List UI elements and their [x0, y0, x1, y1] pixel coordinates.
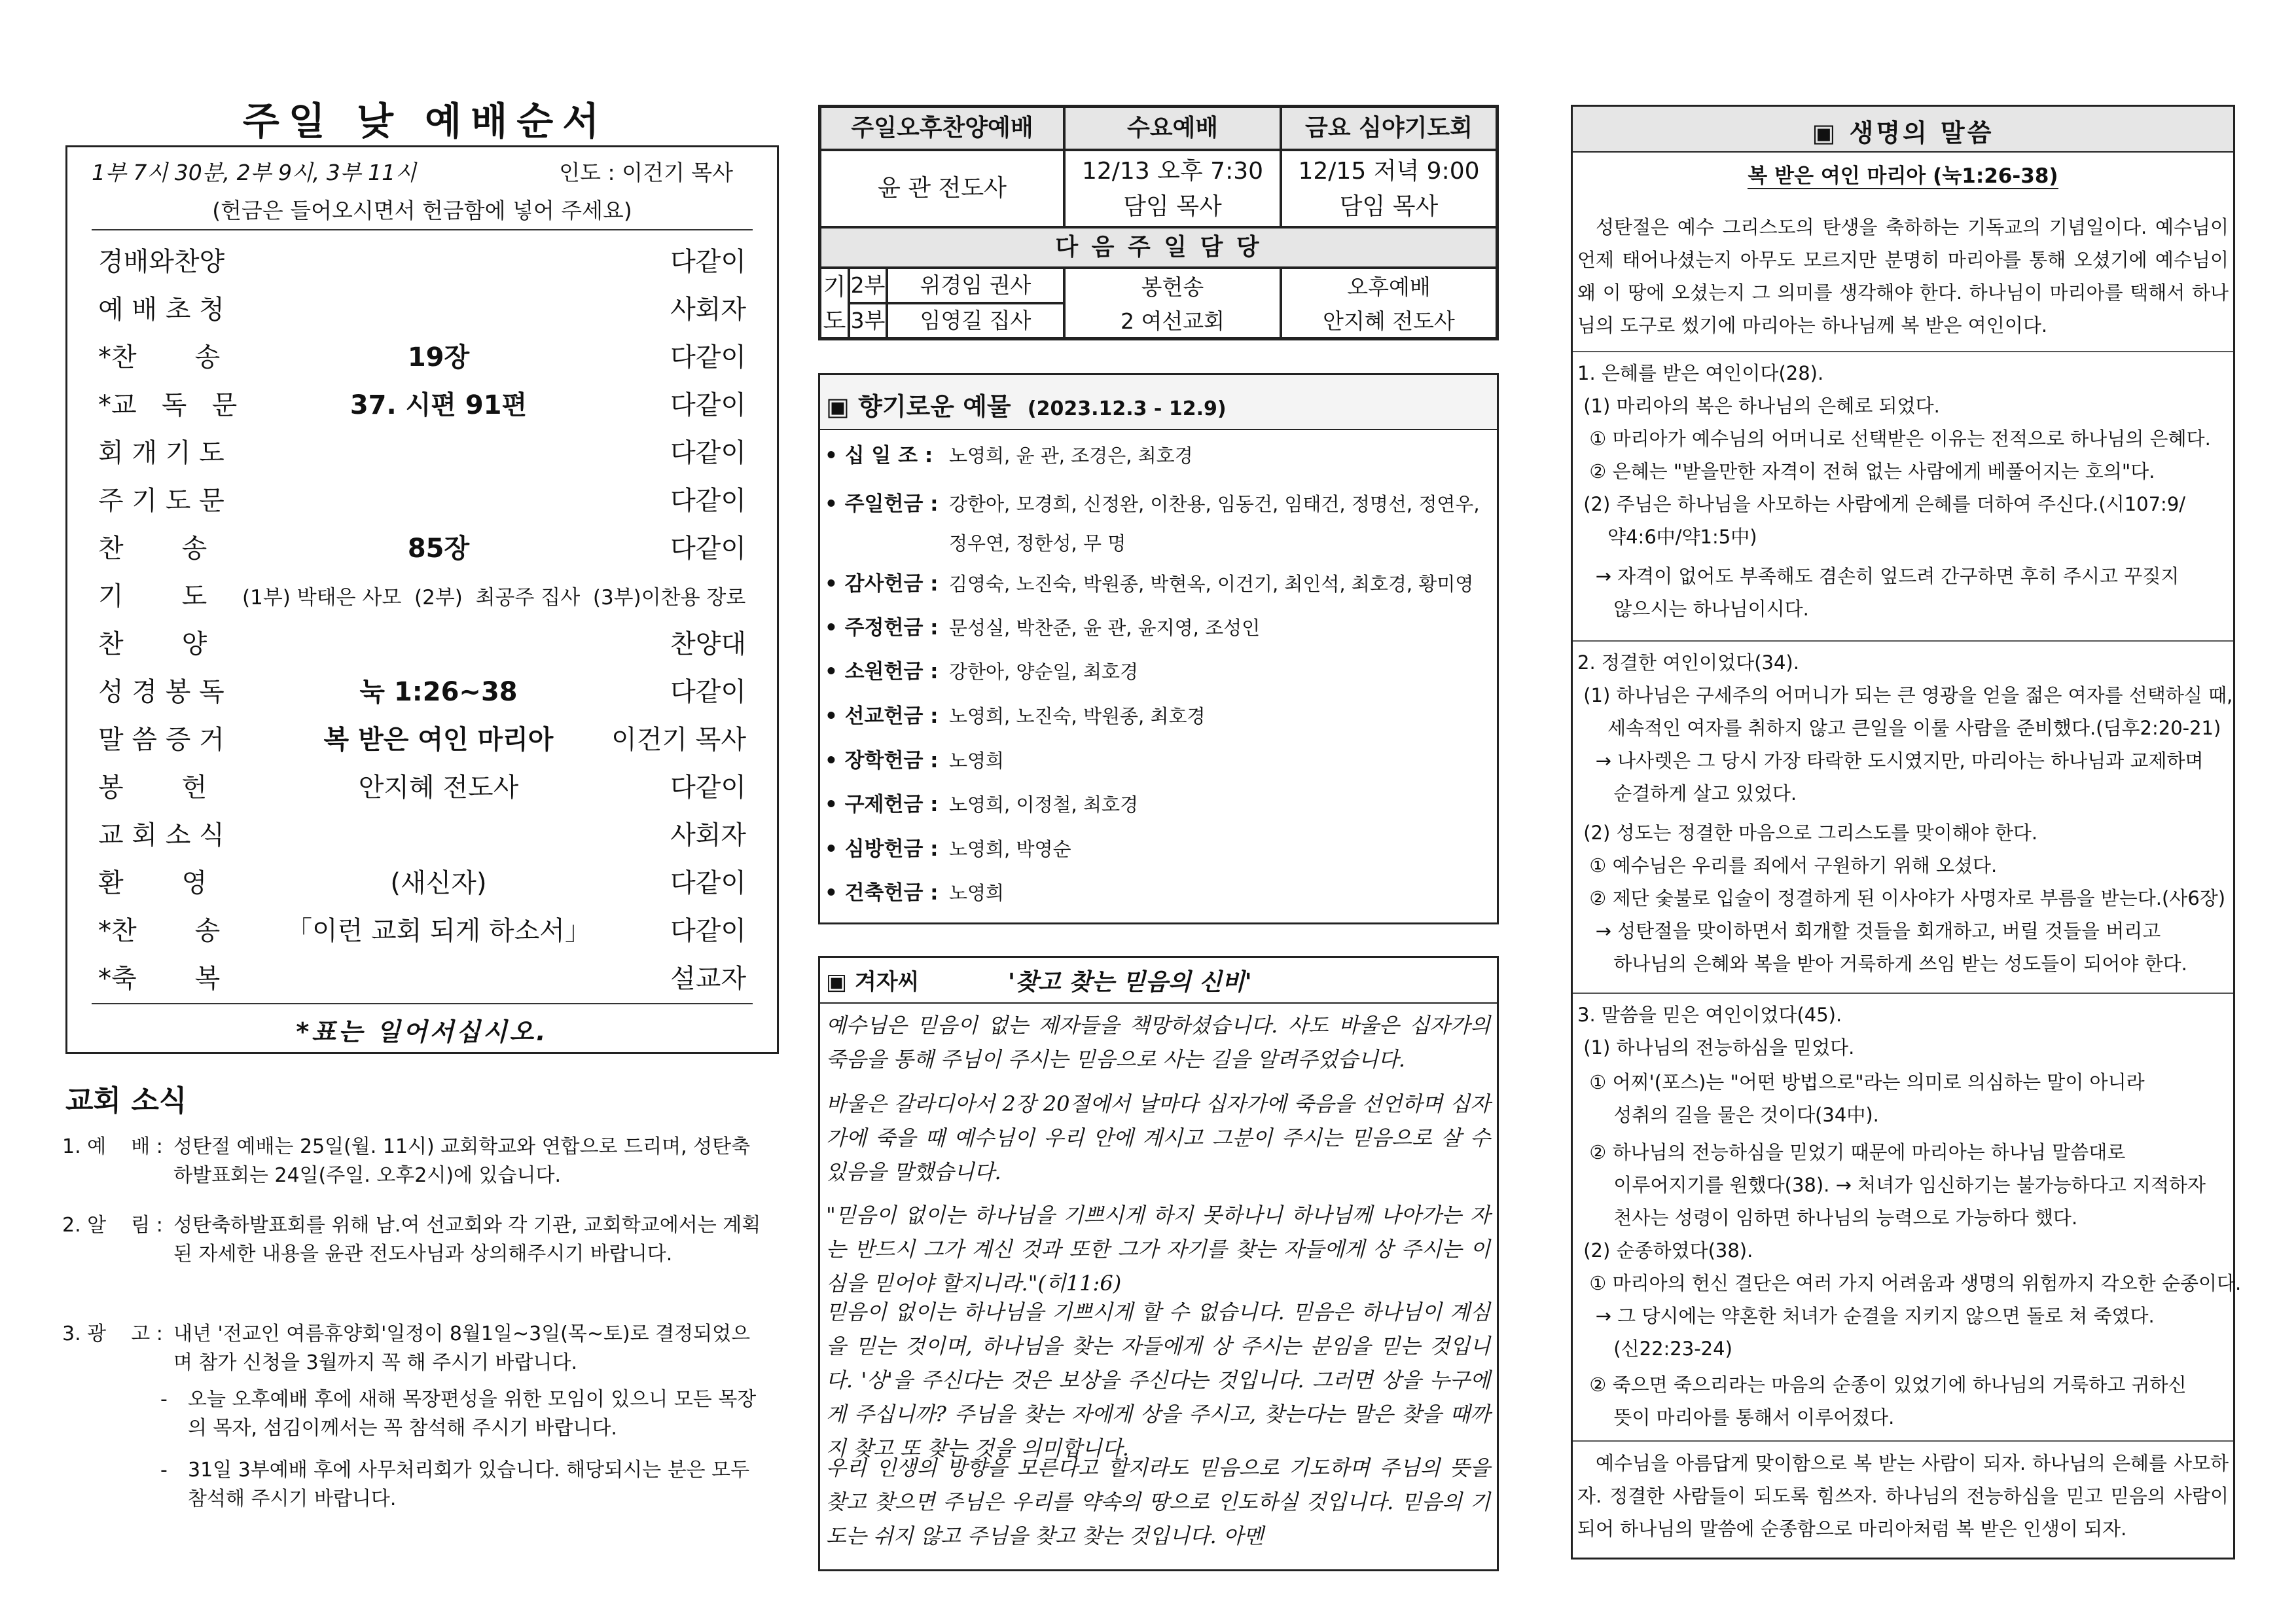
- news-item: [62, 1320, 769, 1377]
- offering-group: 2 여선교회: [1121, 308, 1225, 334]
- offering-names: 노영희, 박영순: [949, 838, 1071, 860]
- order-leader: 다같이: [670, 916, 746, 946]
- order-leader: 다같이: [670, 773, 746, 803]
- news-text: 내년 '전교인 여름휴양회'일정이 8월1일~3일(목~토)로 결정되었으며 참가 신청을 3월까지 꼭 해 주시기 바랍니다.: [173, 1322, 751, 1374]
- outline-point: (1) 하나님의 전능하심을 믿었다.: [1577, 1036, 1855, 1059]
- outline-point: → 자격이 없어도 부족해도 겸손히 엎드려 간구하면 후히 주시고 꾸짖지: [1577, 565, 2179, 587]
- next-sunday-header: 다 음 주 일 담 당: [820, 227, 1497, 268]
- order-content: 37. 시편 91편: [350, 390, 528, 420]
- outline-point: (2) 성도는 정결한 마음으로 그리스도를 맞이해야 한다.: [1577, 822, 2038, 844]
- outline-point: (2) 주님은 하나님을 사모하는 사람에게 은혜를 더하여 주신다.(시107:9/: [1577, 493, 2186, 515]
- dash: -: [160, 1459, 168, 1482]
- sermon-subtitle-text: 복 받은 여인 마리아 (눅1:26-38): [1748, 164, 2058, 188]
- order-item: 경배와찬양: [98, 247, 225, 277]
- header-sunday-service: 주일오후찬양예배: [820, 107, 1064, 150]
- divider: [1573, 1440, 2233, 1442]
- afternoon-label: 오후예배: [1347, 274, 1431, 300]
- outline-point: ① 예수님은 우리를 죄에서 구원하기 위해 오셨다.: [1577, 854, 1998, 877]
- divider: [92, 229, 753, 230]
- order-row: [92, 767, 753, 810]
- divider: [92, 1003, 753, 1004]
- offering-type: • 장학헌금 :: [825, 749, 939, 773]
- news-subitem: [160, 1456, 769, 1514]
- divider: [1573, 993, 2233, 994]
- news-label: 3. 광 고 :: [62, 1322, 163, 1345]
- outline-point: 3. 말씀을 믿은 여인이었다(45).: [1577, 1004, 1842, 1026]
- order-content: 눅 1:26~38: [359, 677, 518, 707]
- sermon-title: 복 받은 여인 마리아: [323, 725, 554, 755]
- order-leader: 다같이: [670, 868, 746, 898]
- news-text: 성탄절 예배는 25일(월. 11시) 교회학교와 연합으로 드리며, 성탄축하발표회는 24일(주일. 오후2시)에 있습니다.: [173, 1135, 751, 1187]
- order-row: [92, 528, 753, 571]
- offering-row: [825, 568, 1492, 600]
- offering-type: • 건축헌금 :: [825, 881, 939, 905]
- news-subtext: 오늘 오후예배 후에 새해 목장편성을 위한 모임이 있으니 모든 목장의 목자, 섬김이께서는 꼭 참석해 주시기 바랍니다.: [188, 1388, 757, 1440]
- outline-point: 약4:6中/약1:5中): [1577, 526, 1757, 548]
- order-row: [92, 862, 753, 905]
- order-leader: 사회자: [670, 295, 746, 325]
- news-item: [62, 1211, 769, 1269]
- outline-point: (1) 하나님은 구세주의 어머니가 되는 큰 영광을 얻을 젊은 여자를 선택하실 때,: [1577, 684, 2233, 706]
- seed-paragraph: 바울은 갈라디아서 2장 20절에서 날마다 십자가에 죽음을 선언하며 십자가에 죽을 때 예수님이 우리 안에 계시고 그분이 주시는 믿음으로 살 수 있음을 말했습니다.: [826, 1091, 1490, 1184]
- wednesday-time: 12/13 오후 7:30: [1081, 158, 1264, 185]
- order-row: [92, 671, 753, 714]
- order-row: [92, 623, 753, 666]
- order-leader: 다같이: [670, 486, 746, 516]
- order-item: 기 도: [98, 581, 207, 611]
- offering-names: 강한아, 양순일, 최호경: [949, 661, 1138, 683]
- offering-names: 노영희, 노진숙, 박원종, 최호경: [949, 705, 1206, 727]
- outline-point: ② 죽으면 죽으리라는 마음의 순종이 있었기에 하나님의 거룩하고 귀하신: [1577, 1374, 2187, 1396]
- offering-row: [825, 440, 1492, 471]
- order-row: [92, 241, 753, 284]
- offering-names: 노영희: [949, 750, 1005, 772]
- offering-names: 김영숙, 노진숙, 박원종, 박현옥, 이건기, 최인석, 최호경, 황미영: [949, 573, 1474, 595]
- outline-point: ① 어찌'(포스)는 "어떤 방법으로"라는 의미로 의심하는 말이 아니라: [1577, 1071, 2145, 1093]
- outline-point: → 성탄절을 맞이하면서 회개할 것들을 회개하고, 버릴 것들을 버리고: [1577, 920, 2161, 942]
- order-content: 안지혜 전도사: [358, 773, 519, 803]
- wednesday-leader: 담임 목사: [1123, 193, 1222, 220]
- square-icon: ▣: [826, 392, 850, 421]
- order-item: 찬 양: [98, 629, 207, 659]
- seed-paragraph: "믿음이 없이는 하나님을 기쁘시게 하지 못하나니 하나님께 나아가는 자는 반드시 그가 계신 것과 또한 그가 자기를 찾는 자들에게 상 주시는 이심을 믿어야 할지니라."(히11:6): [826, 1203, 1490, 1296]
- offering-type: • 감사헌금 :: [825, 572, 939, 596]
- offering-type: • 주정헌금 :: [825, 616, 939, 640]
- news-text: 성탄축하발표회를 위해 남.여 선교회와 각 기관, 교회학교에서는 계획된 자세한 내용을 윤관 전도사님과 상의해주시기 바랍니다.: [173, 1214, 761, 1266]
- order-leader: 사회자: [670, 820, 746, 850]
- offerings-title-text: 향기로운 예물: [858, 392, 1011, 421]
- order-row: [92, 575, 753, 619]
- order-leader: 이건기 목사: [611, 725, 746, 755]
- offering-names: 노영희, 윤 관, 조경은, 최호경: [949, 445, 1193, 467]
- offering-type: • 소원헌금 :: [825, 660, 939, 684]
- mustard-seed-label: ▣ 겨자씨: [826, 969, 920, 995]
- offering-row: [825, 745, 1492, 776]
- order-item: 성 경 봉 독: [98, 677, 224, 707]
- word-of-life-title-text: 생명의 말씀: [1849, 119, 1994, 147]
- afternoon-service: [1281, 268, 1497, 338]
- dash: -: [160, 1388, 168, 1411]
- order-leader: 설교자: [670, 964, 746, 994]
- outline-point: 하나님의 은혜와 복을 받아 거룩하게 쓰임 받는 성도들이 되어야 한다.: [1577, 953, 2187, 975]
- outline-point: 않으시는 하나님이시다.: [1577, 598, 1809, 620]
- news-subitem: [160, 1385, 769, 1443]
- side-char: 기: [823, 274, 846, 301]
- order-item: 주 기 도 문: [98, 486, 224, 516]
- services-table: [818, 105, 1499, 340]
- outline-point: 2. 정결한 여인이었다(34).: [1577, 651, 1799, 674]
- offering-type: • 구제헌금 :: [825, 793, 939, 816]
- news-title: 교회 소식: [65, 1084, 187, 1118]
- offering-names: 노영희: [949, 882, 1005, 904]
- presider: 인도 : 이건기 목사: [559, 160, 733, 185]
- order-item: 찬 송: [98, 534, 207, 564]
- seed-paragraph: 믿음이 없이는 하나님을 기쁘시게 할 수 없습니다. 믿음은 하나님이 계심을 믿는 것이며, 하나님을 찾는 자들에게 상 주시는 분임을 믿는 것입니다. '상'을 주신다는 것은 보상을 주신다는 것입니다. 그러면 상을 누구에게 주십니까? 주님을 찾는 자에게 상을 주시고, 찾는다는 말은 찾을 때까지 찾고 또 찾는 것을 의미합니다.: [826, 1300, 1490, 1461]
- order-row: [92, 814, 753, 858]
- word-of-life-title: [1573, 113, 2233, 149]
- order-item: *교 독 문: [98, 390, 238, 420]
- offering-row: [825, 833, 1492, 865]
- seed-paragraph: 우리 인생의 방향을 모른다고 할지라도 믿음으로 기도하며 주님의 뜻을 찾고 찾으면 주님은 우리를 약속의 땅으로 인도하실 것입니다. 믿음의 기도는 쉬지 않고 주님을 찾고 찾는 것입니다. 아멘: [826, 1455, 1490, 1548]
- wednesday-info: [1064, 150, 1281, 227]
- side-char: 도: [823, 308, 846, 335]
- order-title: 주일 낮 예배순서: [242, 99, 609, 143]
- outline-point: 순결하게 살고 있었다.: [1577, 782, 1797, 805]
- outline-point: ② 제단 숯불로 입술이 정결하게 된 이사야가 사명자로 부름을 받는다.(사6장): [1577, 887, 2226, 909]
- sermon-conclusion: 예수님을 아름답게 맞이함으로 복 받는 사람이 되자. 하나님의 은혜를 사모하자. 정결한 사람들이 되도록 힘쓰자. 하나님의 전능하심을 믿고 믿음의 사람이 되어 하나님의 말씀에 순종함으로 마리아처럼 복 받은 인생이 되자.: [1577, 1452, 2229, 1540]
- divider: [1573, 640, 2233, 642]
- afternoon-leader: 안지혜 전도사: [1323, 308, 1455, 334]
- order-item: 봉 헌: [98, 773, 207, 803]
- order-row: [92, 958, 753, 1001]
- outline-point: ② 은혜는 "받을만한 자격이 전혀 없는 사람에게 베풀어지는 호의"다.: [1577, 460, 2155, 483]
- order-leader: 찬양대: [670, 629, 746, 659]
- order-leader: 다같이: [670, 390, 746, 420]
- outline-point: (1) 마리아의 복은 하나님의 은혜로 되었다.: [1577, 395, 1940, 417]
- order-row: [92, 384, 753, 428]
- friday-time: 12/15 저녁 9:00: [1298, 158, 1480, 185]
- offering-type: • 주일헌금 :: [825, 492, 939, 516]
- news-subtext: 31일 3부예배 후에 사무처리회가 있습니다. 해당되시는 분은 모두 참석해 주시기 바랍니다.: [188, 1459, 750, 1510]
- order-leader: 다같이: [670, 534, 746, 564]
- outline-point: 뜻이 마리아를 통해서 이루어졌다.: [1577, 1406, 1895, 1429]
- offering-names: 문성실, 박찬준, 윤 관, 윤지영, 조성인: [949, 617, 1261, 639]
- outline-point: 1. 은혜를 받은 여인이다(28).: [1577, 362, 1824, 384]
- prayer-side-label: [820, 268, 849, 338]
- friday-leader: 담임 목사: [1339, 193, 1439, 220]
- news-label: 1. 예 배 :: [62, 1135, 163, 1158]
- standing-note: *표는 일어서십시오.: [296, 1017, 548, 1046]
- square-icon: ▣: [1812, 119, 1839, 147]
- header-wednesday-service: 수요예배: [1064, 107, 1281, 150]
- order-item: *찬 송: [98, 342, 221, 373]
- offering-row: [825, 789, 1492, 820]
- offering-type: • 선교헌금 :: [825, 704, 939, 728]
- outline-point: 천사는 성령이 임하면 하나님의 능력으로 가능하다 했다.: [1577, 1207, 2078, 1229]
- divider: [1573, 351, 2233, 352]
- news-label: 2. 알 림 :: [62, 1214, 163, 1237]
- offering-row: [825, 877, 1492, 909]
- offerings-period: (2023.12.3 - 12.9): [1027, 397, 1227, 420]
- order-leader: 다같이: [670, 438, 746, 468]
- offering-type: • 십 일 조 :: [825, 444, 933, 467]
- offering-type: • 심방헌금 :: [825, 837, 939, 861]
- offering-row: [825, 612, 1492, 644]
- seed-paragraph: 예수님은 믿음이 없는 제자들을 책망하셨습니다. 사도 바울은 십자가의 죽음을 통해 주님이 주시는 믿음으로 사는 길을 알려주었습니다.: [826, 1013, 1490, 1072]
- prayer-part: 2부: [849, 268, 887, 303]
- order-item: 회 개 기 도: [98, 438, 224, 468]
- sermon-intro: 성탄절은 예수 그리스도의 탄생을 축하하는 기독교의 기념일이다. 예수님이 언제 태어나셨는지 아무도 모르지만 분명히 마리아를 통해 오셨기에 예수님이 왜 이 땅에 오셨는지 그 의미를 생각해야 한다. 하나님이 마리아를 택해서 하나님의 도구로 썼기에 마리아는 하나님께 복 받은 여인이다.: [1577, 216, 2229, 337]
- mustard-seed-title: '찾고 찾는 믿음의 신비': [1008, 969, 1252, 996]
- offering-row: [825, 484, 1492, 563]
- offering-names: 노영희, 이정철, 최호경: [949, 793, 1138, 816]
- service-times: 1부 7시 30분, 2부 9시, 3부 11시: [92, 160, 417, 185]
- news-item: [62, 1133, 769, 1190]
- order-item: 예 배 초 청: [98, 295, 224, 325]
- prayer-name: 위경임 권사: [887, 268, 1064, 303]
- outline-point: 성취의 길을 물은 것이다(34中).: [1577, 1104, 1879, 1126]
- outline-point: 세속적인 여자를 취하지 않고 큰일을 이룰 사람을 준비했다.(딤후2:20-21): [1577, 717, 2221, 739]
- outline-point: → 그 당시에는 약혼한 처녀가 순결을 지키지 않으면 돌로 쳐 죽였다.: [1577, 1305, 2155, 1327]
- offering-row: [825, 701, 1492, 732]
- offering-label: 봉헌송: [1141, 274, 1204, 300]
- order-content: (새신자): [390, 868, 487, 898]
- sunday-leader: 윤 관 전도사: [820, 150, 1064, 227]
- outline-point: (신22:23-24): [1577, 1338, 1732, 1360]
- sermon-subtitle: [1573, 159, 2233, 189]
- prayer-name: 임영길 집사: [887, 303, 1064, 338]
- outline-point: ① 마리아가 예수님의 어머니로 선택받은 이유는 전적으로 하나님의 은혜다.: [1577, 428, 2211, 450]
- offerings-title: [826, 386, 1227, 422]
- offering-names: 강한아, 모경희, 신정완, 이찬용, 임동건, 임태건, 정명선, 정연우, 정우연, 정한성, 무 명: [949, 493, 1480, 555]
- order-leader: 다같이: [670, 247, 746, 277]
- outline-point: 이루어지기를 원했다(38). → 처녀가 임신하기는 불가능하다고 지적하자: [1577, 1174, 2206, 1196]
- order-item: *찬 송: [98, 916, 221, 946]
- order-item: 교 회 소 식: [98, 820, 224, 850]
- order-row: [92, 910, 753, 953]
- offering-song: [1064, 268, 1281, 338]
- offering-note: (헌금은 들어오시면서 헌금함에 넣어 주세요): [212, 198, 632, 223]
- offering-row: [825, 656, 1492, 687]
- order-row: [92, 480, 753, 523]
- order-row: [92, 432, 753, 475]
- prayer-part: 3부: [849, 303, 887, 338]
- prayer-leaders: (1부) 박태은 사모 (2부) 최공주 집사 (3부)이찬용 장로: [242, 586, 746, 610]
- order-row: [92, 719, 753, 762]
- order-row: [92, 337, 753, 380]
- header-friday-service: 금요 심야기도회: [1281, 107, 1497, 150]
- order-header: [92, 156, 753, 187]
- order-item: 환 영: [98, 868, 207, 898]
- order-leader: 다같이: [670, 677, 746, 707]
- order-leader: 다같이: [670, 342, 746, 373]
- outline-point: (2) 순종하였다(38).: [1577, 1239, 1753, 1262]
- order-content: 85장: [407, 534, 470, 564]
- outline-point: ② 하나님의 전능하심을 믿었기 때문에 마리아는 하나님 말씀대로: [1577, 1141, 2126, 1163]
- order-item: *축 복: [98, 964, 221, 994]
- order-content: 19장: [407, 342, 470, 373]
- order-item: 말 씀 증 거: [98, 725, 224, 755]
- friday-info: [1281, 150, 1497, 227]
- order-content: 「이런 교회 되게 하소서」: [286, 916, 591, 946]
- outline-point: ① 마리아의 헌신 결단은 여러 가지 어려움과 생명의 위험까지 각오한 순종이다.: [1577, 1272, 2242, 1294]
- outline-point: → 나사렛은 그 당시 가장 타락한 도시였지만, 마리아는 하나님과 교제하며: [1577, 750, 2204, 772]
- order-row: [92, 289, 753, 332]
